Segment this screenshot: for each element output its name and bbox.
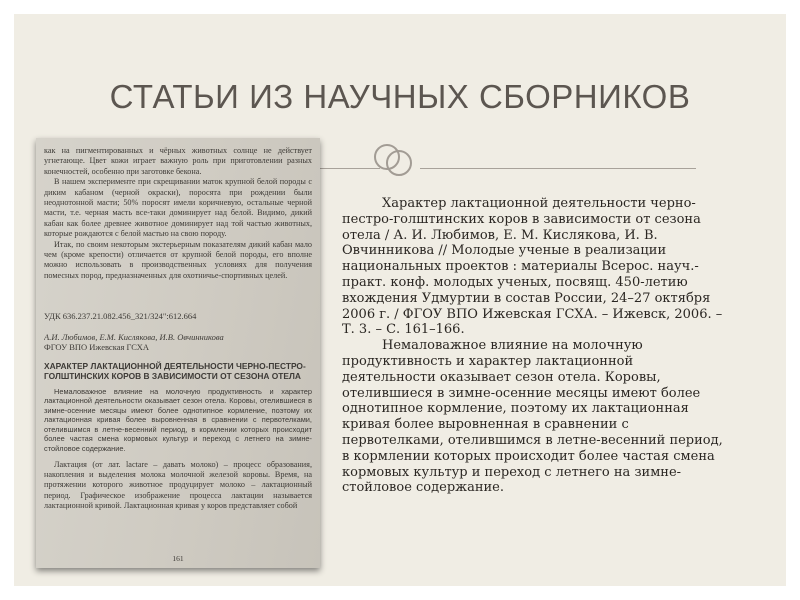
scan-paragraph: В нашем эксперименте при скрещивании маток крупной белой породы с диким кабаном (черной окраски), поросята при рождении были неоднотонной масти; 50% поросят имели коричневую, остальные черной масти, т.е. черная масть все-таки доминирует над белой. Видимо, дикий кабан как более древнее животное доминирует над той частью животных, которые рождаются с белой мастью на свою породу. bbox=[44, 177, 312, 239]
scan-authors: А.И. Любимов, Е.М. Кислякова, И.В. Овчинникова bbox=[44, 331, 224, 342]
scan-udk: УДК 636.237.21.082.456_321/324":612.664 bbox=[44, 311, 197, 322]
scanned-page-text bbox=[44, 146, 312, 560]
scan-page-number: 161 bbox=[172, 553, 184, 563]
twin-ring-ornament-icon bbox=[368, 138, 418, 182]
summary-paragraph: Немаловажное влияние на молочную продуктивность и характер лактационной деятельности оказывает сезон отела. Коровы, отелившиеся в зимне-осенние месяцы имеют более однотипное кормление, поэтому их лактационная кривая более выровненная в сравнении с первотелками, отелившимся в летне-весенний период, в кормлении которых происходит более частая смена кормовых культур и переход с летнего на зимне-стойловое содержание. bbox=[342, 338, 723, 496]
scan-abstract: Немаловажное влияние на молочную продуктивность и характер лактационной деятельности оказывает сезон отела. Коровы, отелившиеся в зимне-осенние месяцы имеют более однотипное кормление, поэтому их лактационная кривая более выровненная в сравнении с первотелками, отелившимся в летне-весенний период, в кормлении которых происходит более частая смена кормовых культур и переход с летнего на зимне-стойловое содержание. bbox=[44, 386, 312, 454]
citation-paragraph: Характер лактационной деятельности черно-пестро-голштинских коров в зависимости от сезона отела / А. И. Любимов, Е. М. Кислякова, И. В. Овчинникова // Молодые ученые в реализации национальных проектов : материалы Всерос. науч.-практ. конф. молодых ученых, посвящ. 450-летию вхождения Удмуртии в состав России, 24–27 октября 2006 г. / ФГОУ ВПО Ижевская ГСХА. – Ижевск, 2006. – Т. 3. – С. 161–166. bbox=[342, 196, 723, 338]
scanned-article-page bbox=[36, 138, 320, 568]
scan-paragraph: Лактация (от лат. lactare – давать молоко) – процесс образования, накопления и выделения молока молочной железой коровы. Время, на протяжении которого животное продуцирует молоко – лактационный период. Графическое изображение процесса лактации называется лактационной кривой. Лактационная кривая у коров представляет собой bbox=[44, 459, 312, 511]
slide-title: СТАТЬИ ИЗ НАУЧНЫХ СБОРНИКОВ bbox=[109, 78, 691, 115]
divider-right bbox=[420, 168, 696, 169]
article-description bbox=[342, 196, 730, 496]
scan-paragraph: Итак, по своим некоторым экстерьерным показателям дикий кабан мало чем (кроме крепости) отличается от крупной белой породы, его вполне можно использовать в производственных условиях для получения помесных пород, предназначенных для охотничье-спортивных целей. bbox=[44, 239, 312, 280]
scan-article-heading: ХАРАКТЕР ЛАКТАЦИОННОЙ ДЕЯТЕЛЬНОСТИ ЧЕРНО-ПЕСТРО-ГОЛШТИНСКИХ КОРОВ В ЗАВИСИМОСТИ ОТ СЕЗОНА ОТЕЛА bbox=[44, 360, 306, 381]
scan-paragraph: как на пигментированных и чёрных животных солнце не действует угнетающе. Цвет кожи играет важную роль при приготовлении разных конечностей, особенно при заготовке бекона. bbox=[44, 146, 312, 176]
scan-organization: ФГОУ ВПО Ижевская ГСХА bbox=[44, 342, 150, 353]
